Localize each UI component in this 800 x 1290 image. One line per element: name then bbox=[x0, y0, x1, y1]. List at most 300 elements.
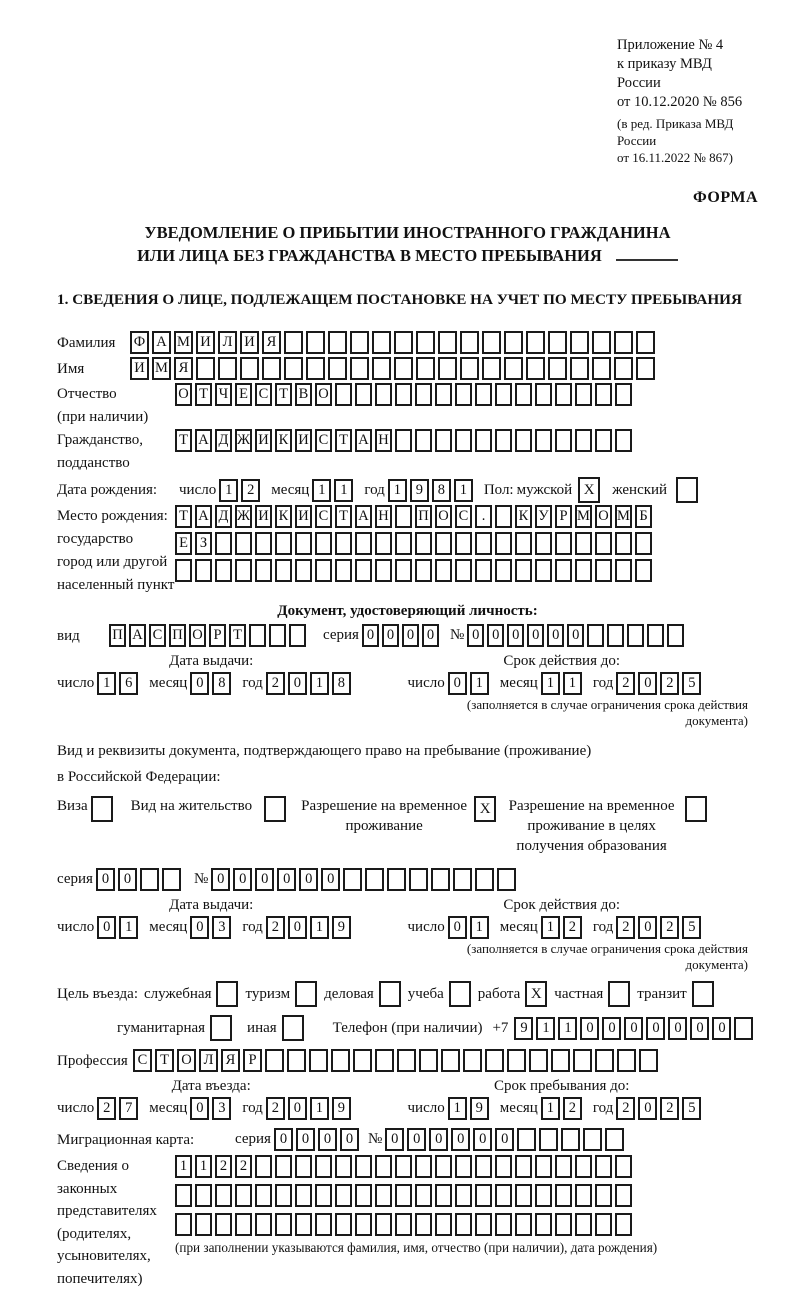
char-cell[interactable] bbox=[614, 331, 633, 354]
char-cell[interactable]: С bbox=[149, 624, 166, 647]
char-cell[interactable] bbox=[575, 429, 592, 452]
char-cell[interactable] bbox=[350, 357, 369, 380]
char-cell[interactable] bbox=[375, 532, 392, 555]
char-cell[interactable] bbox=[455, 559, 472, 582]
char-cell[interactable] bbox=[395, 1155, 412, 1178]
char-cell[interactable]: Т bbox=[175, 429, 192, 452]
char-cell[interactable] bbox=[275, 559, 292, 582]
char-cell[interactable] bbox=[409, 868, 428, 891]
char-cell[interactable]: 1 bbox=[334, 479, 353, 502]
char-cell[interactable] bbox=[235, 1184, 252, 1207]
char-cell[interactable] bbox=[575, 1213, 592, 1236]
char-cell[interactable] bbox=[195, 1184, 212, 1207]
char-cell[interactable]: 8 bbox=[332, 672, 351, 695]
char-cell[interactable] bbox=[453, 868, 472, 891]
char-cell[interactable] bbox=[343, 868, 362, 891]
char-cell[interactable] bbox=[355, 559, 372, 582]
char-cell[interactable]: 0 bbox=[448, 672, 467, 695]
char-cell[interactable]: 0 bbox=[668, 1017, 687, 1040]
char-cell[interactable] bbox=[535, 1213, 552, 1236]
char-cell[interactable]: 2 bbox=[241, 479, 260, 502]
char-cell[interactable]: Д bbox=[215, 429, 232, 452]
char-cell[interactable] bbox=[435, 1155, 452, 1178]
char-cell[interactable]: И bbox=[240, 331, 259, 354]
char-cell[interactable]: 0 bbox=[288, 1097, 307, 1120]
char-cell[interactable]: Т bbox=[175, 505, 192, 528]
char-cell[interactable]: 1 bbox=[310, 916, 329, 939]
char-cell[interactable]: 0 bbox=[467, 624, 484, 647]
residence-permit-checkbox[interactable] bbox=[264, 796, 286, 822]
purpose-humanitarian-checkbox[interactable] bbox=[210, 1015, 232, 1041]
char-cell[interactable] bbox=[235, 559, 252, 582]
char-cell[interactable]: 0 bbox=[255, 868, 274, 891]
char-cell[interactable]: 0 bbox=[638, 916, 657, 939]
char-cell[interactable]: 1 bbox=[454, 479, 473, 502]
char-cell[interactable] bbox=[395, 1213, 412, 1236]
char-cell[interactable] bbox=[482, 357, 501, 380]
char-cell[interactable]: Л bbox=[218, 331, 237, 354]
char-cell[interactable] bbox=[575, 1184, 592, 1207]
purpose-study-checkbox[interactable] bbox=[449, 981, 471, 1007]
char-cell[interactable] bbox=[295, 1155, 312, 1178]
char-cell[interactable] bbox=[289, 624, 306, 647]
char-cell[interactable] bbox=[255, 1155, 272, 1178]
char-cell[interactable] bbox=[535, 429, 552, 452]
char-cell[interactable] bbox=[635, 559, 652, 582]
char-cell[interactable]: О bbox=[189, 624, 206, 647]
char-cell[interactable] bbox=[365, 868, 384, 891]
char-cell[interactable] bbox=[551, 1049, 570, 1072]
char-cell[interactable] bbox=[615, 1155, 632, 1178]
char-cell[interactable] bbox=[438, 331, 457, 354]
char-cell[interactable]: П bbox=[169, 624, 186, 647]
char-cell[interactable]: С bbox=[315, 505, 332, 528]
char-cell[interactable]: Е bbox=[235, 383, 252, 406]
char-cell[interactable]: М bbox=[575, 505, 592, 528]
char-cell[interactable] bbox=[415, 1184, 432, 1207]
char-cell[interactable]: 1 bbox=[310, 672, 329, 695]
char-cell[interactable]: 1 bbox=[388, 479, 407, 502]
char-cell[interactable]: 0 bbox=[96, 868, 115, 891]
purpose-business-checkbox[interactable] bbox=[379, 981, 401, 1007]
char-cell[interactable]: 0 bbox=[451, 1128, 470, 1151]
purpose-private-checkbox[interactable] bbox=[608, 981, 630, 1007]
male-checkbox[interactable]: X bbox=[578, 477, 600, 503]
char-cell[interactable] bbox=[639, 1049, 658, 1072]
char-cell[interactable] bbox=[355, 383, 372, 406]
char-cell[interactable]: С bbox=[255, 383, 272, 406]
char-cell[interactable]: 0 bbox=[602, 1017, 621, 1040]
char-cell[interactable]: З bbox=[195, 532, 212, 555]
char-cell[interactable] bbox=[375, 383, 392, 406]
char-cell[interactable]: 2 bbox=[616, 916, 635, 939]
char-cell[interactable] bbox=[375, 1049, 394, 1072]
char-cell[interactable]: 0 bbox=[274, 1128, 293, 1151]
char-cell[interactable] bbox=[734, 1017, 753, 1040]
char-cell[interactable]: К bbox=[275, 429, 292, 452]
char-cell[interactable] bbox=[495, 505, 512, 528]
char-cell[interactable] bbox=[495, 1213, 512, 1236]
char-cell[interactable] bbox=[475, 559, 492, 582]
char-cell[interactable] bbox=[587, 624, 604, 647]
char-cell[interactable] bbox=[561, 1128, 580, 1151]
char-cell[interactable]: А bbox=[129, 624, 146, 647]
char-cell[interactable] bbox=[555, 532, 572, 555]
char-cell[interactable]: А bbox=[195, 429, 212, 452]
char-cell[interactable] bbox=[269, 624, 286, 647]
char-cell[interactable] bbox=[595, 532, 612, 555]
char-cell[interactable] bbox=[195, 1213, 212, 1236]
char-cell[interactable] bbox=[595, 559, 612, 582]
char-cell[interactable]: 2 bbox=[235, 1155, 252, 1178]
char-cell[interactable] bbox=[595, 1155, 612, 1178]
char-cell[interactable] bbox=[397, 1049, 416, 1072]
char-cell[interactable] bbox=[416, 357, 435, 380]
char-cell[interactable] bbox=[419, 1049, 438, 1072]
char-cell[interactable] bbox=[295, 532, 312, 555]
char-cell[interactable] bbox=[355, 1213, 372, 1236]
char-cell[interactable]: 0 bbox=[422, 624, 439, 647]
char-cell[interactable]: 0 bbox=[190, 1097, 209, 1120]
purpose-official-checkbox[interactable] bbox=[216, 981, 238, 1007]
char-cell[interactable]: 0 bbox=[288, 672, 307, 695]
char-cell[interactable]: Т bbox=[335, 429, 352, 452]
char-cell[interactable] bbox=[215, 1184, 232, 1207]
char-cell[interactable] bbox=[372, 357, 391, 380]
char-cell[interactable]: 0 bbox=[527, 624, 544, 647]
char-cell[interactable]: 0 bbox=[646, 1017, 665, 1040]
char-cell[interactable]: 5 bbox=[682, 672, 701, 695]
char-cell[interactable] bbox=[460, 331, 479, 354]
char-cell[interactable]: А bbox=[355, 429, 372, 452]
char-cell[interactable]: 1 bbox=[563, 672, 582, 695]
char-cell[interactable]: К bbox=[515, 505, 532, 528]
char-cell[interactable]: О bbox=[315, 383, 332, 406]
char-cell[interactable]: П bbox=[415, 505, 432, 528]
char-cell[interactable] bbox=[375, 1155, 392, 1178]
char-cell[interactable] bbox=[497, 868, 516, 891]
char-cell[interactable]: 0 bbox=[473, 1128, 492, 1151]
char-cell[interactable]: Т bbox=[275, 383, 292, 406]
char-cell[interactable] bbox=[335, 383, 352, 406]
char-cell[interactable]: И bbox=[255, 429, 272, 452]
char-cell[interactable]: 2 bbox=[563, 1097, 582, 1120]
purpose-work-checkbox[interactable]: X bbox=[525, 981, 547, 1007]
char-cell[interactable] bbox=[295, 1184, 312, 1207]
char-cell[interactable] bbox=[394, 357, 413, 380]
char-cell[interactable] bbox=[555, 559, 572, 582]
char-cell[interactable]: М bbox=[174, 331, 193, 354]
char-cell[interactable]: 0 bbox=[211, 868, 230, 891]
char-cell[interactable] bbox=[575, 559, 592, 582]
char-cell[interactable] bbox=[265, 1049, 284, 1072]
char-cell[interactable]: И bbox=[295, 429, 312, 452]
char-cell[interactable] bbox=[555, 383, 572, 406]
char-cell[interactable] bbox=[515, 532, 532, 555]
char-cell[interactable]: Я bbox=[221, 1049, 240, 1072]
char-cell[interactable] bbox=[455, 383, 472, 406]
char-cell[interactable] bbox=[592, 331, 611, 354]
char-cell[interactable] bbox=[583, 1128, 602, 1151]
char-cell[interactable] bbox=[475, 1155, 492, 1178]
char-cell[interactable]: 1 bbox=[470, 916, 489, 939]
char-cell[interactable] bbox=[495, 383, 512, 406]
char-cell[interactable] bbox=[435, 1184, 452, 1207]
char-cell[interactable]: 2 bbox=[266, 672, 285, 695]
char-cell[interactable]: 0 bbox=[97, 916, 116, 939]
char-cell[interactable] bbox=[475, 429, 492, 452]
char-cell[interactable] bbox=[255, 1184, 272, 1207]
char-cell[interactable] bbox=[215, 559, 232, 582]
char-cell[interactable] bbox=[395, 559, 412, 582]
char-cell[interactable] bbox=[515, 559, 532, 582]
char-cell[interactable] bbox=[395, 1184, 412, 1207]
char-cell[interactable] bbox=[255, 1213, 272, 1236]
char-cell[interactable]: У bbox=[535, 505, 552, 528]
char-cell[interactable] bbox=[615, 559, 632, 582]
char-cell[interactable] bbox=[175, 559, 192, 582]
char-cell[interactable] bbox=[441, 1049, 460, 1072]
char-cell[interactable]: М bbox=[615, 505, 632, 528]
char-cell[interactable] bbox=[595, 1213, 612, 1236]
char-cell[interactable]: Е bbox=[175, 532, 192, 555]
char-cell[interactable]: Д bbox=[215, 505, 232, 528]
char-cell[interactable]: О bbox=[435, 505, 452, 528]
char-cell[interactable] bbox=[431, 868, 450, 891]
char-cell[interactable] bbox=[275, 1184, 292, 1207]
char-cell[interactable]: 2 bbox=[215, 1155, 232, 1178]
char-cell[interactable] bbox=[415, 429, 432, 452]
char-cell[interactable] bbox=[535, 1155, 552, 1178]
char-cell[interactable] bbox=[415, 1155, 432, 1178]
char-cell[interactable]: 0 bbox=[340, 1128, 359, 1151]
char-cell[interactable]: 0 bbox=[382, 624, 399, 647]
char-cell[interactable]: Т bbox=[229, 624, 246, 647]
char-cell[interactable]: Ф bbox=[130, 331, 149, 354]
char-cell[interactable]: 0 bbox=[638, 672, 657, 695]
char-cell[interactable] bbox=[529, 1049, 548, 1072]
char-cell[interactable]: И bbox=[255, 505, 272, 528]
char-cell[interactable]: 3 bbox=[212, 916, 231, 939]
char-cell[interactable] bbox=[162, 868, 181, 891]
char-cell[interactable] bbox=[575, 532, 592, 555]
char-cell[interactable] bbox=[570, 357, 589, 380]
char-cell[interactable] bbox=[495, 429, 512, 452]
char-cell[interactable]: 0 bbox=[318, 1128, 337, 1151]
char-cell[interactable] bbox=[636, 357, 655, 380]
char-cell[interactable] bbox=[306, 331, 325, 354]
char-cell[interactable]: 0 bbox=[296, 1128, 315, 1151]
char-cell[interactable] bbox=[350, 331, 369, 354]
char-cell[interactable]: 1 bbox=[536, 1017, 555, 1040]
char-cell[interactable]: В bbox=[295, 383, 312, 406]
char-cell[interactable] bbox=[275, 1155, 292, 1178]
char-cell[interactable] bbox=[387, 868, 406, 891]
char-cell[interactable]: О bbox=[175, 383, 192, 406]
char-cell[interactable] bbox=[575, 383, 592, 406]
char-cell[interactable]: 1 bbox=[219, 479, 238, 502]
char-cell[interactable] bbox=[235, 532, 252, 555]
char-cell[interactable]: С bbox=[133, 1049, 152, 1072]
char-cell[interactable] bbox=[195, 559, 212, 582]
char-cell[interactable]: . bbox=[475, 505, 492, 528]
char-cell[interactable] bbox=[355, 532, 372, 555]
char-cell[interactable] bbox=[636, 331, 655, 354]
char-cell[interactable] bbox=[595, 1049, 614, 1072]
char-cell[interactable] bbox=[515, 429, 532, 452]
char-cell[interactable]: Л bbox=[199, 1049, 218, 1072]
char-cell[interactable]: О bbox=[177, 1049, 196, 1072]
char-cell[interactable] bbox=[395, 505, 412, 528]
char-cell[interactable] bbox=[482, 331, 501, 354]
char-cell[interactable] bbox=[605, 1128, 624, 1151]
char-cell[interactable] bbox=[309, 1049, 328, 1072]
char-cell[interactable]: О bbox=[595, 505, 612, 528]
char-cell[interactable] bbox=[435, 559, 452, 582]
char-cell[interactable]: 0 bbox=[448, 916, 467, 939]
char-cell[interactable] bbox=[627, 624, 644, 647]
char-cell[interactable]: 2 bbox=[266, 1097, 285, 1120]
char-cell[interactable] bbox=[460, 357, 479, 380]
char-cell[interactable] bbox=[635, 532, 652, 555]
char-cell[interactable]: 0 bbox=[402, 624, 419, 647]
char-cell[interactable] bbox=[504, 357, 523, 380]
char-cell[interactable]: 1 bbox=[97, 672, 116, 695]
char-cell[interactable]: 0 bbox=[118, 868, 137, 891]
char-cell[interactable]: Н bbox=[375, 429, 392, 452]
char-cell[interactable] bbox=[315, 559, 332, 582]
char-cell[interactable] bbox=[592, 357, 611, 380]
char-cell[interactable]: Т bbox=[335, 505, 352, 528]
purpose-transit-checkbox[interactable] bbox=[692, 981, 714, 1007]
char-cell[interactable] bbox=[573, 1049, 592, 1072]
char-cell[interactable] bbox=[495, 532, 512, 555]
char-cell[interactable]: Т bbox=[195, 383, 212, 406]
char-cell[interactable] bbox=[395, 383, 412, 406]
char-cell[interactable] bbox=[315, 532, 332, 555]
char-cell[interactable]: 1 bbox=[558, 1017, 577, 1040]
char-cell[interactable]: А bbox=[152, 331, 171, 354]
char-cell[interactable] bbox=[415, 532, 432, 555]
char-cell[interactable] bbox=[438, 357, 457, 380]
char-cell[interactable]: С bbox=[315, 429, 332, 452]
char-cell[interactable]: 2 bbox=[660, 1097, 679, 1120]
char-cell[interactable] bbox=[415, 1213, 432, 1236]
char-cell[interactable] bbox=[335, 532, 352, 555]
char-cell[interactable] bbox=[515, 1213, 532, 1236]
char-cell[interactable] bbox=[375, 559, 392, 582]
char-cell[interactable] bbox=[595, 429, 612, 452]
char-cell[interactable]: 0 bbox=[712, 1017, 731, 1040]
char-cell[interactable] bbox=[328, 357, 347, 380]
char-cell[interactable]: 6 bbox=[119, 672, 138, 695]
char-cell[interactable]: 9 bbox=[470, 1097, 489, 1120]
char-cell[interactable] bbox=[504, 331, 523, 354]
char-cell[interactable]: 0 bbox=[277, 868, 296, 891]
char-cell[interactable] bbox=[517, 1128, 536, 1151]
female-checkbox[interactable] bbox=[676, 477, 698, 503]
char-cell[interactable] bbox=[395, 429, 412, 452]
char-cell[interactable] bbox=[435, 429, 452, 452]
char-cell[interactable]: Ж bbox=[235, 505, 252, 528]
char-cell[interactable]: 0 bbox=[233, 868, 252, 891]
char-cell[interactable] bbox=[555, 1184, 572, 1207]
char-cell[interactable]: 0 bbox=[299, 868, 318, 891]
char-cell[interactable] bbox=[335, 559, 352, 582]
char-cell[interactable] bbox=[295, 559, 312, 582]
char-cell[interactable] bbox=[328, 331, 347, 354]
char-cell[interactable]: 9 bbox=[514, 1017, 533, 1040]
char-cell[interactable] bbox=[555, 429, 572, 452]
char-cell[interactable]: 8 bbox=[212, 672, 231, 695]
char-cell[interactable]: М bbox=[152, 357, 171, 380]
char-cell[interactable]: Ж bbox=[235, 429, 252, 452]
char-cell[interactable] bbox=[415, 559, 432, 582]
char-cell[interactable]: Я bbox=[262, 331, 281, 354]
char-cell[interactable]: 1 bbox=[310, 1097, 329, 1120]
char-cell[interactable]: 5 bbox=[682, 916, 701, 939]
char-cell[interactable] bbox=[355, 1155, 372, 1178]
char-cell[interactable] bbox=[485, 1049, 504, 1072]
char-cell[interactable]: Р bbox=[209, 624, 226, 647]
char-cell[interactable] bbox=[455, 1155, 472, 1178]
char-cell[interactable]: 8 bbox=[432, 479, 451, 502]
char-cell[interactable] bbox=[463, 1049, 482, 1072]
char-cell[interactable] bbox=[615, 1213, 632, 1236]
char-cell[interactable] bbox=[555, 1213, 572, 1236]
char-cell[interactable]: 3 bbox=[212, 1097, 231, 1120]
char-cell[interactable]: Р bbox=[243, 1049, 262, 1072]
char-cell[interactable] bbox=[255, 532, 272, 555]
char-cell[interactable]: 1 bbox=[119, 916, 138, 939]
char-cell[interactable] bbox=[455, 1213, 472, 1236]
char-cell[interactable]: 1 bbox=[312, 479, 331, 502]
temporary-residence-checkbox[interactable]: X bbox=[474, 796, 496, 822]
char-cell[interactable] bbox=[215, 1213, 232, 1236]
char-cell[interactable]: С bbox=[455, 505, 472, 528]
char-cell[interactable] bbox=[315, 1155, 332, 1178]
char-cell[interactable] bbox=[196, 357, 215, 380]
char-cell[interactable]: А bbox=[195, 505, 212, 528]
char-cell[interactable] bbox=[240, 357, 259, 380]
char-cell[interactable] bbox=[375, 1184, 392, 1207]
char-cell[interactable] bbox=[595, 1184, 612, 1207]
char-cell[interactable] bbox=[495, 559, 512, 582]
char-cell[interactable]: Я bbox=[174, 357, 193, 380]
purpose-tourism-checkbox[interactable] bbox=[295, 981, 317, 1007]
char-cell[interactable]: 0 bbox=[507, 624, 524, 647]
char-cell[interactable] bbox=[526, 331, 545, 354]
char-cell[interactable]: Ч bbox=[215, 383, 232, 406]
char-cell[interactable]: 0 bbox=[190, 672, 209, 695]
char-cell[interactable]: 2 bbox=[660, 916, 679, 939]
char-cell[interactable] bbox=[249, 624, 266, 647]
char-cell[interactable]: И bbox=[196, 331, 215, 354]
char-cell[interactable]: 9 bbox=[332, 916, 351, 939]
char-cell[interactable]: 9 bbox=[410, 479, 429, 502]
char-cell[interactable]: 7 bbox=[119, 1097, 138, 1120]
char-cell[interactable] bbox=[275, 532, 292, 555]
char-cell[interactable]: 0 bbox=[495, 1128, 514, 1151]
char-cell[interactable] bbox=[435, 383, 452, 406]
char-cell[interactable] bbox=[255, 559, 272, 582]
char-cell[interactable] bbox=[435, 1213, 452, 1236]
char-cell[interactable]: А bbox=[355, 505, 372, 528]
char-cell[interactable]: 0 bbox=[567, 624, 584, 647]
char-cell[interactable] bbox=[140, 868, 159, 891]
char-cell[interactable]: 1 bbox=[195, 1155, 212, 1178]
char-cell[interactable]: 1 bbox=[541, 672, 560, 695]
